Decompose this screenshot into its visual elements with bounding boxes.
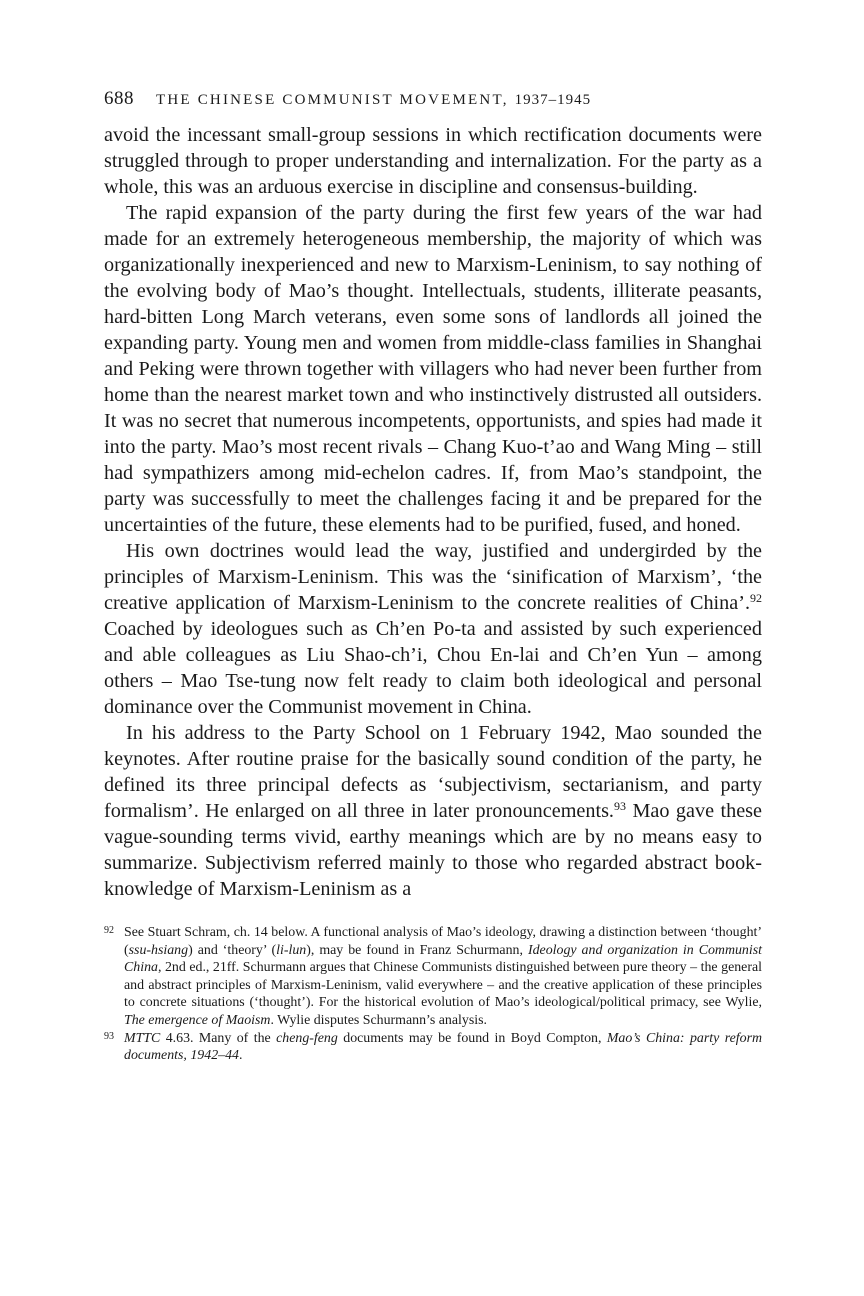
footnote-reference: 93 bbox=[613, 799, 626, 813]
text-segment: . Wylie disputes Schurmann’s analysis. bbox=[270, 1012, 487, 1028]
running-title-years: 1937–1945 bbox=[514, 92, 592, 108]
text-segment: His own doctrines would lead the way, justified and undergirded by the principles of Marxism-Leninism. This was the ‘sinification of Marxism’, ‘the creative application of Marxism-Leninism to the concrete realities of China’. bbox=[104, 540, 762, 614]
footnote bbox=[104, 924, 762, 1030]
text-segment: See Stuart Schram, ch. 14 below. A functional analysis of Mao’s ideology, drawing a distinction between ‘thought’ ( bbox=[124, 925, 762, 958]
text-segment: documents may be found in Boyd Compton, bbox=[337, 1030, 607, 1046]
text-segment: Coached by ideologues such as Ch’en Po-ta and assisted by such experienced and able colleagues as Liu Shao-ch’i, Chou En-lai and Ch’en Yun – among others – Mao Tse-tung now felt ready to claim both ideological and personal dominance over the Communist movement in China. bbox=[104, 618, 762, 718]
footnote-number: 93 bbox=[104, 1030, 114, 1042]
running-title-text: THE CHINESE COMMUNIST MOVEMENT, bbox=[156, 92, 509, 108]
text-segment: The rapid expansion of the party during the first few years of the war had made for an extremely heterogeneous membership, the majority of which was organizationally inexperienced and new to Marxism-Leninism, to say nothing of the evolving body of Mao’s thought. Intellectuals, students, illiterate peasants, hard-bitten Long March veterans, even some sons of landlords all joined the expanding party. Young men and women from middle-class families in Shanghai and Peking were thrown together with villagers who had never been further from home than the nearest market town and who instinctively distrusted all outsiders. It was no secret that numerous incompetents, opportunists, and spies had made it into the party. Mao’s most recent rivals – Chang Kuo-t’ao and Wang Ming – still had sympathizers among mid-echelon cadres. If, from Mao’s standpoint, the party was successfully to meet the challenges facing it and be prepared for the uncertainties of the future, these elements had to be purified, fused, and honed. bbox=[104, 202, 762, 536]
text-segment: 4.63. Many of the bbox=[160, 1030, 277, 1046]
text-segment: , 2nd ed., 21ff. Schurmann argues that Chinese Communists distinguished between pure theory – the general and abstract principles of Marxism-Leninism, valid everywhere – and the creative application of these principles to concrete situations (‘thought’). For the historical evolution of Mao’s ideological/political primacy, see Wylie, bbox=[124, 960, 762, 1011]
text-segment: avoid the incessant small-group sessions in which rectification documents were struggled through to proper understanding and internalization. For the party as a whole, this was an arduous exercise in discipline and consensus-building. bbox=[104, 124, 762, 198]
italic-text: Mao’s China: party reform documents, 1942–44 bbox=[124, 1030, 763, 1064]
italic-text: MTTC bbox=[124, 1030, 161, 1046]
paragraph bbox=[104, 720, 762, 902]
italic-text: ssu-hsiang bbox=[128, 942, 189, 958]
page-header bbox=[104, 88, 762, 118]
italic-text: cheng-feng bbox=[276, 1030, 338, 1046]
text-segment: ) and ‘theory’ ( bbox=[188, 942, 277, 958]
text-segment: ), may be found in Franz Schurmann, bbox=[306, 942, 528, 958]
italic-text: Ideology and organization in Communist China bbox=[124, 942, 762, 976]
paragraph bbox=[104, 200, 762, 538]
footnote-number: 92 bbox=[104, 925, 114, 936]
book-page bbox=[104, 88, 762, 1065]
footnote-reference: 92 bbox=[750, 591, 762, 605]
text-segment: In his address to the Party School on 1 February 1942, Mao sounded the keynotes. After routine praise for the basically sound condition of the party, he defined its three principal defects as ‘subjectivism, sectarianism, and party formalism’. He enlarged on all three in later pronouncements. bbox=[104, 722, 762, 822]
italic-text: li-lun bbox=[276, 942, 307, 958]
body-text bbox=[104, 122, 762, 902]
page-number: 688 bbox=[104, 88, 134, 109]
paragraph bbox=[104, 122, 762, 200]
running-title bbox=[156, 92, 591, 109]
footnote bbox=[104, 1030, 762, 1065]
text-segment: Mao gave these vague-sounding terms vivid, earthy meanings which are by no means easy to summarize. Subjectivism referred mainly to those who regarded abstract book-knowledge of Marxism-Leninism as a bbox=[104, 800, 762, 900]
footnotes bbox=[104, 924, 762, 1065]
text-segment: . bbox=[238, 1048, 243, 1064]
paragraph bbox=[104, 538, 762, 720]
italic-text: The emergence of Maoism bbox=[124, 1012, 271, 1028]
